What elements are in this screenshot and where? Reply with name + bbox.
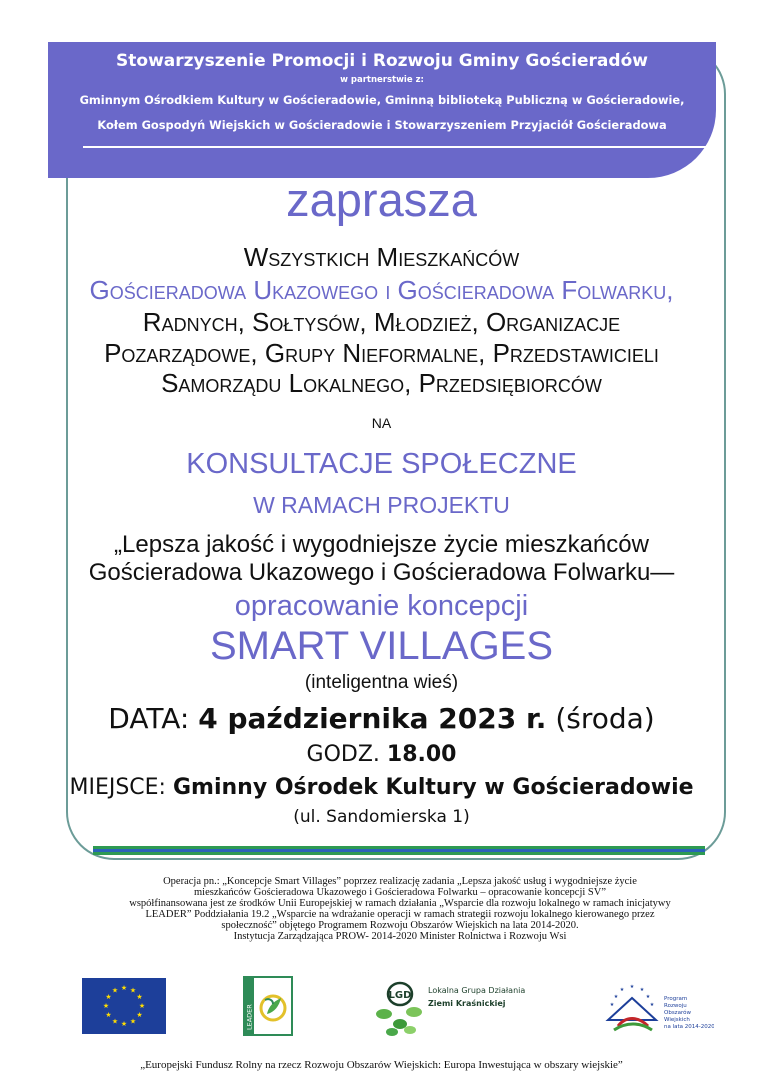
funding-line: mieszkańców Gościeradowa Ukazowego i Gościeradowa Folwarku – opracowanie koncepcji SV” <box>194 887 606 898</box>
na-word: na <box>371 411 392 433</box>
leader-leaf-icon <box>245 978 291 1034</box>
place-value: Gminny Ośrodek Kultury w Gościeradowie <box>172 775 694 800</box>
invitation-heading: zaprasza <box>286 173 477 226</box>
prow-emblem-icon <box>604 972 714 1038</box>
partners-line-1: Gminnym Ośrodkiem Kultury w Gościeradowie, Gminną biblioteką Publiczną w Gościeradowie, <box>79 93 685 107</box>
svg-text:★: ★ <box>120 1020 128 1028</box>
svg-text:★: ★ <box>639 987 645 993</box>
project-line-2: Gościeradowa Ukazowego i Gościeradowa Folwarku— <box>88 559 675 586</box>
audience-line-5: Samorządu Lokalnego, Przedsiębiorców <box>161 368 602 398</box>
prow-logo <box>604 972 714 1038</box>
funding-line: Instytucja Zarządzająca PROW- 2014-2020 Minister Rolnictwa i Rozwoju Wsi <box>233 931 567 942</box>
svg-text:★: ★ <box>111 986 119 995</box>
project-note: (inteligentna wieś) <box>304 672 459 693</box>
time-value: 18.00 <box>386 742 457 767</box>
leader-text: LEADER <box>245 1004 254 1030</box>
svg-text:★: ★ <box>613 994 619 1000</box>
svg-text:★: ★ <box>136 1011 143 1019</box>
audience-line-1: Wszystkich Mieszkańców <box>243 242 520 272</box>
svg-text:★: ★ <box>120 984 128 992</box>
time-label: GODZ. <box>306 742 380 767</box>
svg-text:★: ★ <box>102 1002 110 1010</box>
prow-text-3: Obszarów <box>664 1010 691 1016</box>
svg-text:★: ★ <box>645 994 651 1000</box>
place-label: MIEJSCE: <box>69 775 166 800</box>
event-address: (ul. Sandomierska 1) <box>293 807 470 827</box>
event-title: KONSULTACJE SPOŁECZNE <box>186 448 577 480</box>
svg-text:★: ★ <box>129 986 137 995</box>
event-subtitle: W RAMACH PROJEKTU <box>253 492 510 518</box>
event-date <box>0 702 763 735</box>
svg-text:★: ★ <box>609 1002 615 1008</box>
date-day: (środa) <box>555 702 655 735</box>
lgd-name-2: Ziemi Kraśnickiej <box>428 999 506 1008</box>
logo-row <box>0 970 763 1040</box>
divider-stripes <box>93 846 705 855</box>
prow-text-1: Program <box>664 996 688 1002</box>
event-place <box>0 775 763 800</box>
audience-villages: Gościeradowa Ukazowego i Gościeradowa Folwarku, <box>89 275 674 305</box>
lgd-mark: LGD <box>388 990 412 1001</box>
funding-line: Operacja pn.: „Koncepcje Smart Villages” poprzez realizację zadania „Lepsza jakość usług i wygodniejsze życie <box>163 876 637 887</box>
date-value: 4 października 2023 r. <box>198 702 547 735</box>
date-label: DATA: <box>108 702 190 735</box>
prow-text-4: Wiejskich <box>664 1017 690 1023</box>
leader-logo <box>243 976 293 1036</box>
funding-line: współfinansowana jest ze środków Unii Europejskiej w ramach działania „Wsparcie dla rozwoju lokalnego w ramach inicjatywy <box>129 898 671 909</box>
project-line-1: „Lepsza jakość i wygodniejsze życie mieszkańców <box>114 531 649 558</box>
prow-text-2: Rozwoju <box>664 1003 687 1009</box>
event-time <box>0 742 763 767</box>
partnership-intro: w partnerstwie z: <box>340 75 424 85</box>
svg-text:★: ★ <box>129 1017 137 1026</box>
eu-stars-icon <box>82 978 166 1034</box>
audience-line-4: Pozarządowe, Grupy Nieformalne, Przedstawicieli <box>104 338 659 368</box>
funding-line: LEADER” Poddziałania 19.2 „Wsparcie na wdrażanie operacji w ramach strategii rozwoju lokalnego kierowanego przez <box>145 909 655 920</box>
svg-text:★: ★ <box>105 1011 112 1019</box>
svg-text:★: ★ <box>619 987 625 993</box>
audience-line-3: Radnych, Sołtysów, Młodzież, Organizacje <box>142 307 621 337</box>
stripe-green-2 <box>93 852 705 855</box>
eu-flag-logo <box>82 978 166 1034</box>
banner-divider <box>83 146 715 148</box>
svg-text:★: ★ <box>111 1017 119 1026</box>
bottom-slogan: „Europejski Fundusz Rolny na rzecz Rozwoju Obszarów Wiejskich: Europa Inwestująca w obszary wiejskie” <box>140 1059 623 1071</box>
funding-note <box>100 876 700 942</box>
lgd-logo <box>374 976 544 1040</box>
audience-line-2 <box>0 275 763 306</box>
funding-line: społeczność” objętego Programem Rozwoju Obszarów Wiejskich na lata 2014-2020. <box>221 920 579 931</box>
organization-name: Stowarzyszenie Promocji i Rozwoju Gminy Gościeradów <box>116 51 648 71</box>
lgd-name-1: Lokalna Grupa Działania <box>428 986 526 995</box>
svg-text:★: ★ <box>138 1002 146 1010</box>
header-banner <box>48 42 716 178</box>
svg-text:★: ★ <box>629 984 635 990</box>
prow-text-5: na lata 2014-2020 <box>664 1024 714 1030</box>
svg-text:★: ★ <box>649 1002 655 1008</box>
project-line-3: opracowanie koncepcji <box>234 590 529 622</box>
svg-text:★: ★ <box>105 993 112 1001</box>
project-name: SMART VILLAGES <box>209 624 554 668</box>
svg-text:★: ★ <box>136 993 143 1001</box>
partners-line-2: Kołem Gospodyń Wiejskich w Gościeradowie i Stowarzyszeniem Przyjaciół Gościeradowa <box>97 118 667 132</box>
lgd-emblem-icon <box>374 976 544 1040</box>
